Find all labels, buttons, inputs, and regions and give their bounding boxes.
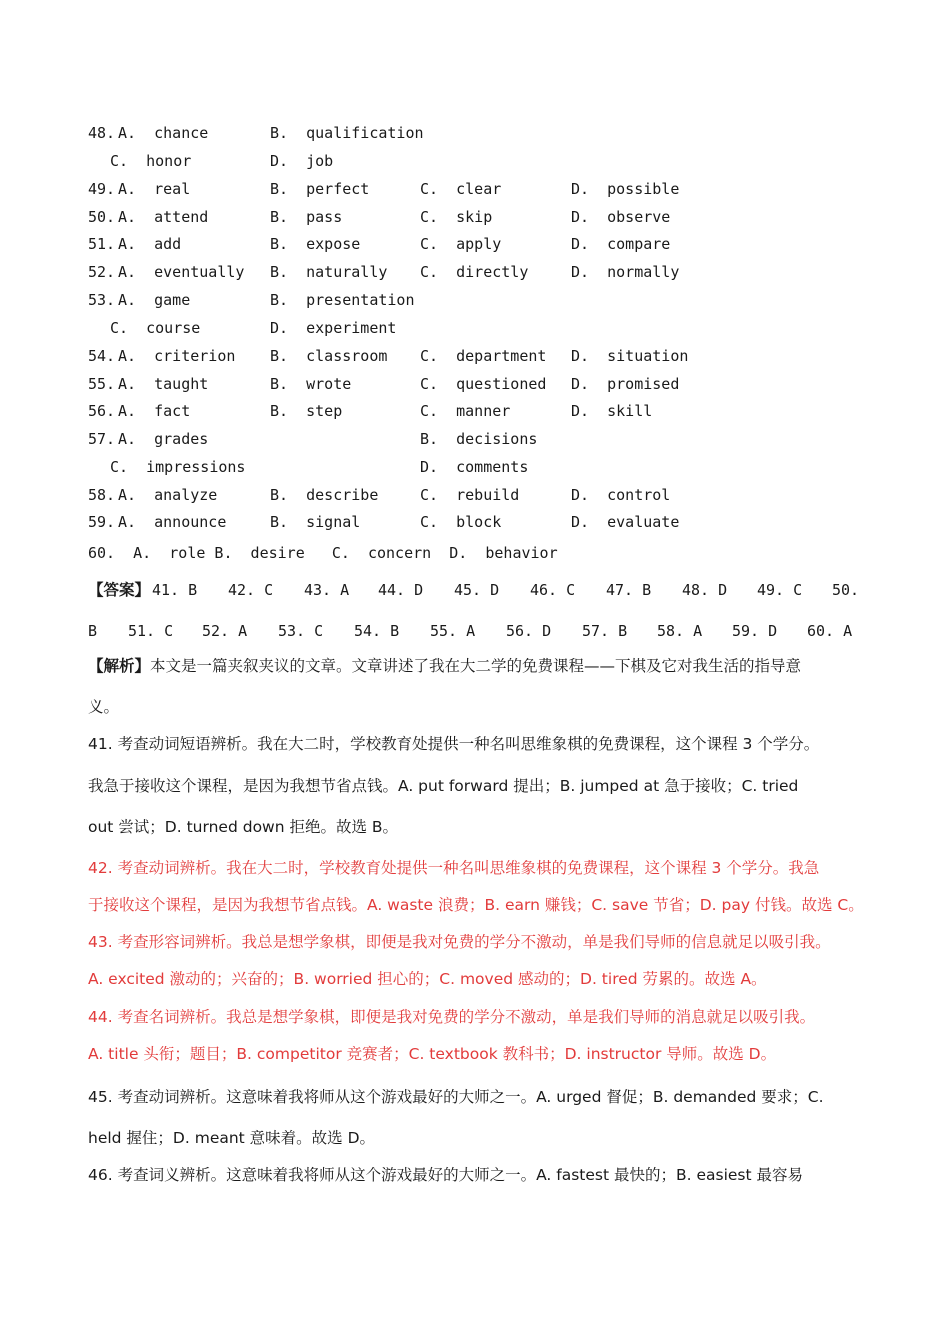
question-number: 50. bbox=[88, 208, 116, 226]
option-a: A. real bbox=[118, 180, 191, 198]
explanation-41-line-1: 41. 考查动词短语辨析。我在大二时，学校教育处提供一种名叫思维象棋的免费课程，这个课程 3 个学分。 bbox=[88, 735, 820, 753]
option-d: D. compare bbox=[571, 235, 671, 253]
answer-item: 53. C bbox=[278, 622, 324, 640]
explanation-41-line-3: out 尝试；D. turned down 拒绝。故选 B。 bbox=[88, 818, 399, 836]
option-c: C. block bbox=[420, 513, 502, 531]
option-c: C. questioned bbox=[420, 375, 547, 393]
question-number: 55. bbox=[88, 375, 116, 393]
answer-item: 55. A bbox=[430, 622, 476, 640]
option-d: D. observe bbox=[571, 208, 671, 226]
option-c: B. decisions bbox=[420, 430, 538, 448]
explanation-43-line-2: A. excited 激动的；兴奋的；B. worried 担心的；C. moved 感动的；D. tired 劳累的。故选 A。 bbox=[88, 970, 767, 988]
option-c: C. clear bbox=[420, 180, 502, 198]
option-a: A. add bbox=[118, 235, 182, 253]
answer-item: 52. A bbox=[202, 622, 248, 640]
explanation-43-line-1: 43. 考查形容词辨析。我总是想学象棋，即便是我对免费的学分不激动，单是我们导师的信息就足以吸引我。 bbox=[88, 933, 831, 951]
option-a: A. chance bbox=[118, 124, 209, 142]
answer-item: 41. B bbox=[152, 581, 198, 599]
option-b: B. describe bbox=[270, 486, 379, 504]
answer-item: 59. D bbox=[732, 622, 778, 640]
option-c: C. rebuild bbox=[420, 486, 520, 504]
option-b: D. experiment bbox=[270, 319, 397, 337]
explanation-42-line-2: 于接收这个课程，是因为我想节省点钱。A. waste 浪费；B. earn 赚钱；C. save 节省；D. pay 付钱。故选 C。 bbox=[88, 896, 864, 914]
option-a: C. impressions bbox=[110, 458, 246, 476]
answer-item: 46. C bbox=[530, 581, 576, 599]
answer-item: 58. A bbox=[657, 622, 703, 640]
option-a: A. fact bbox=[118, 402, 191, 420]
option-a: A. game bbox=[118, 291, 191, 309]
option-d: D. skill bbox=[571, 402, 653, 420]
option-c: C. skip bbox=[420, 208, 493, 226]
question-number: 58. bbox=[88, 486, 116, 504]
answer-item: 47. B bbox=[606, 581, 652, 599]
option-a: C. course bbox=[110, 319, 201, 337]
option-b: B. perfect bbox=[270, 180, 370, 198]
answer-item: 42. C bbox=[228, 581, 274, 599]
option-b: B. naturally bbox=[270, 263, 388, 281]
option-c: D. comments bbox=[420, 458, 529, 476]
answer-item: 49. C bbox=[757, 581, 803, 599]
question-number: 59. bbox=[88, 513, 116, 531]
question-number: 49. bbox=[88, 180, 116, 198]
answer-item: 60. A bbox=[807, 622, 853, 640]
answer-item: B bbox=[88, 622, 98, 640]
question-number: 54. bbox=[88, 347, 116, 365]
question-number: 53. bbox=[88, 291, 116, 309]
option-a: A. attend bbox=[118, 208, 209, 226]
question-60-text: 60. A. role B. desire C. concern D. behavior bbox=[88, 544, 558, 562]
option-d: D. situation bbox=[571, 347, 689, 365]
answer-item: 48. D bbox=[682, 581, 728, 599]
option-d: D. promised bbox=[571, 375, 680, 393]
option-b: D. job bbox=[270, 152, 334, 170]
answer-item: 44. D bbox=[378, 581, 424, 599]
option-b: B. qualification bbox=[270, 124, 424, 142]
explanation-42-line-1: 42. 考查动词辨析。我在大二时，学校教育处提供一种名叫思维象棋的免费课程，这个课程 3 个学分。我急 bbox=[88, 859, 820, 877]
option-a: A. announce bbox=[118, 513, 227, 531]
option-b: B. expose bbox=[270, 235, 361, 253]
explanation-45-line-2: held 握住；D. meant 意味着。故选 D。 bbox=[88, 1129, 376, 1147]
option-a: A. criterion bbox=[118, 347, 236, 365]
option-c: C. directly bbox=[420, 263, 529, 281]
option-a: A. grades bbox=[118, 430, 209, 448]
analysis-line-1 bbox=[88, 653, 878, 679]
option-d: D. possible bbox=[571, 180, 680, 198]
analysis-label: 【解析】 bbox=[88, 657, 151, 675]
option-b: B. pass bbox=[270, 208, 343, 226]
answer-item: 43. A bbox=[304, 581, 350, 599]
option-d: D. normally bbox=[571, 263, 680, 281]
option-a: A. analyze bbox=[118, 486, 218, 504]
answer-item: 54. B bbox=[354, 622, 400, 640]
explanation-44-line-2: A. title 头衔；题目；B. competitor 竞赛者；C. textbook 教科书；D. instructor 导师。故选 D。 bbox=[88, 1045, 777, 1063]
question-number: 57. bbox=[88, 430, 116, 448]
question-number: 48. bbox=[88, 124, 116, 142]
option-b: B. classroom bbox=[270, 347, 388, 365]
option-c: C. apply bbox=[420, 235, 502, 253]
explanation-41-line-2: 我急于接收这个课程，是因为我想节省点钱。A. put forward 提出；B. jumped at 急于接收；C. tried bbox=[88, 777, 799, 795]
question-number: 56. bbox=[88, 402, 116, 420]
explanation-45-line-1: 45. 考查动词辨析。这意味着我将师从这个游戏最好的大师之一。A. urged 督促；B. demanded 要求；C. bbox=[88, 1088, 824, 1106]
option-d: D. control bbox=[571, 486, 671, 504]
question-60-options bbox=[88, 542, 558, 564]
explanation-46-line-1: 46. 考查词义辨析。这意味着我将师从这个游戏最好的大师之一。A. fastest 最快的；B. easiest 最容易 bbox=[88, 1166, 804, 1184]
answer-label: 【答案】 bbox=[88, 581, 151, 599]
question-number: 52. bbox=[88, 263, 116, 281]
option-c: C. manner bbox=[420, 402, 511, 420]
answer-item: 51. C bbox=[128, 622, 174, 640]
option-b: B. signal bbox=[270, 513, 361, 531]
option-a: A. eventually bbox=[118, 263, 245, 281]
option-b: B. presentation bbox=[270, 291, 415, 309]
answer-item: 50. bbox=[832, 581, 860, 599]
option-a: C. honor bbox=[110, 152, 192, 170]
answer-item: 45. D bbox=[454, 581, 500, 599]
answer-item: 57. B bbox=[582, 622, 628, 640]
answer-item: 56. D bbox=[506, 622, 552, 640]
option-a: A. taught bbox=[118, 375, 209, 393]
option-c: C. department bbox=[420, 347, 547, 365]
explanation-44-line-1: 44. 考查名词辨析。我总是想学象棋，即便是我对免费的学分不激动，单是我们导师的消息就足以吸引我。 bbox=[88, 1008, 816, 1026]
analysis-line-2: 义。 bbox=[88, 698, 120, 716]
option-b: B. wrote bbox=[270, 375, 352, 393]
question-number: 51. bbox=[88, 235, 116, 253]
option-b: B. step bbox=[270, 402, 343, 420]
analysis-text: 本文是一篇夹叙夹议的文章。文章讲述了我在大二学的免费课程——下棋及它对我生活的指导意 bbox=[150, 657, 802, 675]
answers-line-2 bbox=[88, 618, 868, 644]
answers-line-1 bbox=[88, 577, 868, 603]
option-d: D. evaluate bbox=[571, 513, 680, 531]
